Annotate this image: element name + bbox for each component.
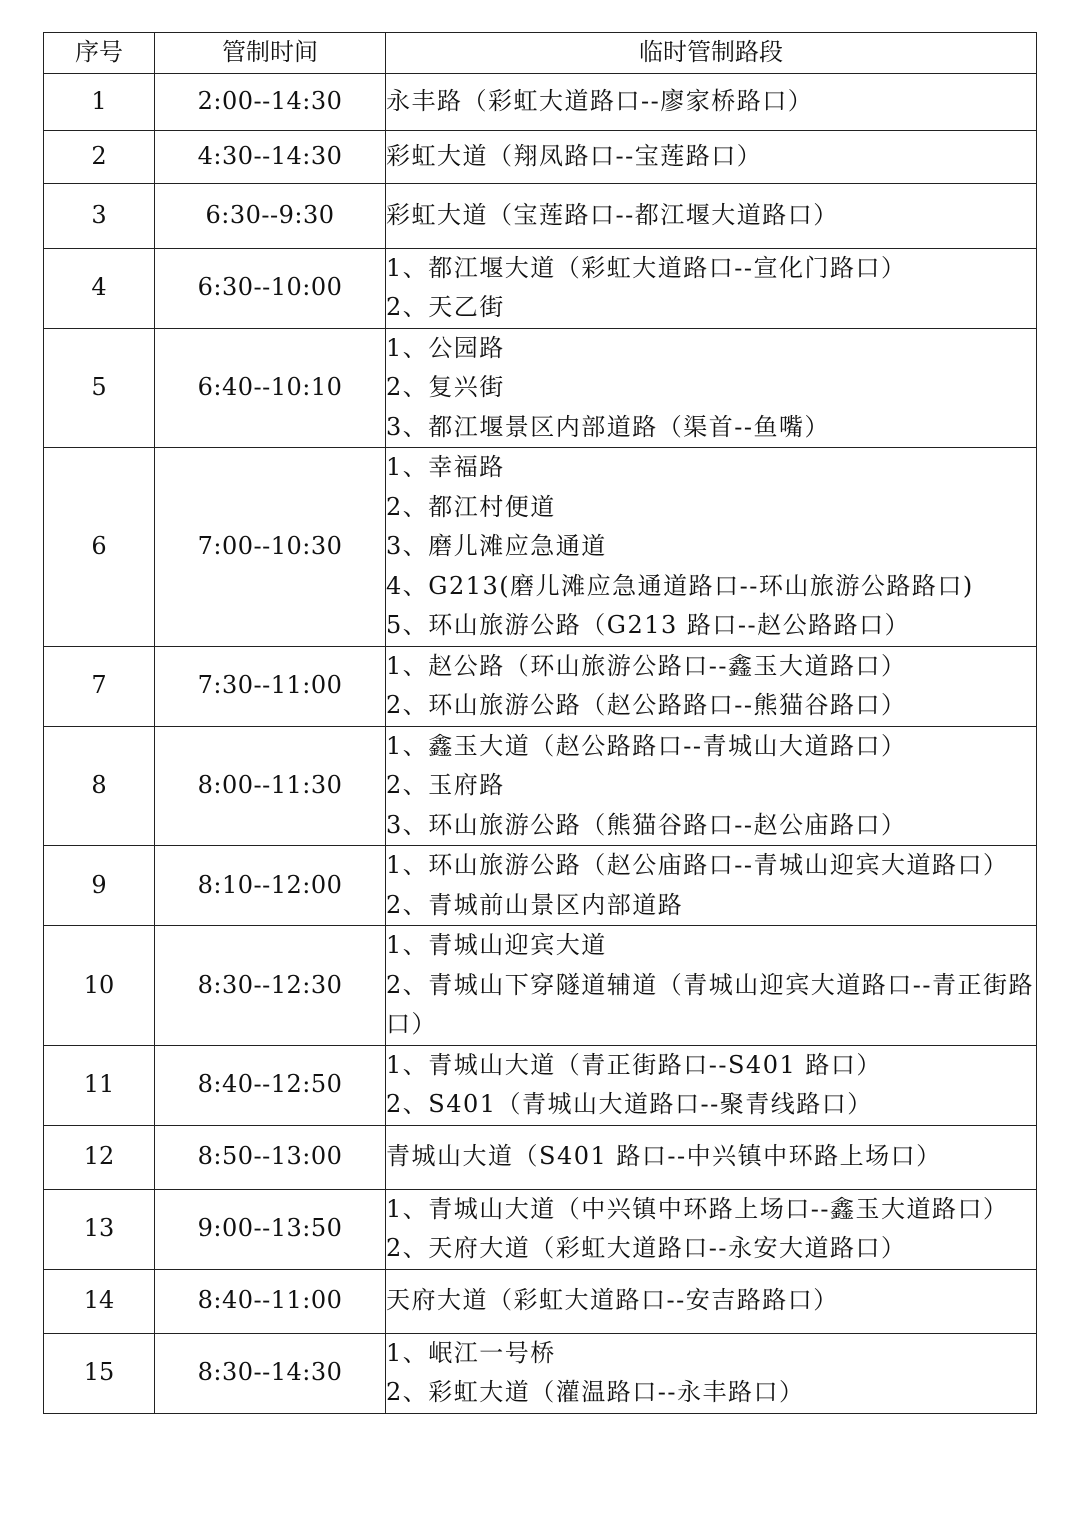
row-control-time: 7:00--10:30 [155, 448, 386, 647]
table-row [44, 73, 1037, 130]
row-control-time: 8:10--12:00 [155, 846, 386, 926]
row-control-time: 6:30--10:00 [155, 248, 386, 328]
road-section-item: 3、环山旅游公路（熊猫谷路口--赵公庙路口） [386, 810, 907, 839]
row-sequence-number: 10 [44, 926, 155, 1046]
table-row [44, 448, 1037, 647]
header-control-time: 管制时间 [155, 33, 386, 74]
row-control-time: 8:50--13:00 [155, 1125, 386, 1189]
table-row [44, 248, 1037, 328]
road-section-item: 2、彩虹大道（灌温路口--永丰路口） [386, 1378, 805, 1406]
row-road-sections [386, 73, 1037, 130]
table-row [44, 646, 1037, 726]
road-section-item: 1、青城山迎宾大道 [386, 931, 607, 959]
row-sequence-number: 5 [44, 328, 155, 448]
table-row [44, 1333, 1037, 1413]
road-section-item: 4、G213(磨儿滩应急通道路口--环山旅游公路路口) [386, 571, 974, 600]
road-section-item: 5、环山旅游公路（G213 路口--赵公路路口） [386, 611, 911, 639]
row-road-sections [386, 1125, 1037, 1189]
row-sequence-number: 9 [44, 846, 155, 926]
road-section-item: 永丰路（彩虹大道路口--廖家桥路口） [386, 86, 814, 115]
row-control-time: 8:00--11:30 [155, 726, 386, 846]
row-control-time: 8:40--12:50 [155, 1045, 386, 1125]
row-control-time: 9:00--13:50 [155, 1189, 386, 1269]
row-sequence-number: 13 [44, 1189, 155, 1269]
row-road-sections [386, 1269, 1037, 1333]
road-section-item: 2、青城山下穿隧道辅道（青城山迎宾大道路口--青正街路口） [386, 970, 1034, 1038]
row-road-sections [386, 183, 1037, 248]
road-section-item: 彩虹大道（宝莲路口--都江堰大道路口） [386, 200, 839, 229]
row-sequence-number: 7 [44, 646, 155, 726]
table-row [44, 1189, 1037, 1269]
table-row [44, 328, 1037, 448]
road-section-item: 1、幸福路 [386, 453, 505, 481]
road-section-item: 2、玉府路 [386, 771, 505, 799]
row-sequence-number: 15 [44, 1333, 155, 1413]
road-section-item: 1、青城山大道（中兴镇中环路上场口--鑫玉大道路口） [386, 1194, 1009, 1223]
table-body [44, 73, 1037, 1413]
road-section-item: 1、环山旅游公路（赵公庙路口--青城山迎宾大道路口） [386, 851, 1009, 879]
row-road-sections [386, 846, 1037, 926]
road-section-item: 2、青城前山景区内部道路 [386, 890, 684, 919]
table-row [44, 846, 1037, 926]
road-section-item: 2、天府大道（彩虹大道路口--永安大道路口） [386, 1234, 907, 1262]
row-sequence-number: 4 [44, 248, 155, 328]
row-sequence-number: 6 [44, 448, 155, 647]
row-control-time: 7:30--11:00 [155, 646, 386, 726]
row-road-sections [386, 1333, 1037, 1413]
row-control-time: 8:40--11:00 [155, 1269, 386, 1333]
row-road-sections [386, 646, 1037, 726]
road-section-item: 1、赵公路（环山旅游公路口--鑫玉大道路口） [386, 651, 907, 680]
row-sequence-number: 11 [44, 1045, 155, 1125]
row-sequence-number: 12 [44, 1125, 155, 1189]
table-row [44, 926, 1037, 1046]
row-road-sections [386, 1189, 1037, 1269]
row-sequence-number: 2 [44, 130, 155, 183]
road-section-item: 天府大道（彩虹大道路口--安吉路路口） [386, 1286, 839, 1315]
row-road-sections [386, 448, 1037, 647]
road-section-item: 彩虹大道（翔凤路口--宝莲路口） [386, 141, 763, 170]
table-row [44, 1125, 1037, 1189]
table-header-row [44, 33, 1037, 74]
road-section-item: 1、公园路 [386, 333, 505, 362]
header-road-section: 临时管制路段 [386, 33, 1037, 74]
row-control-time: 4:30--14:30 [155, 130, 386, 183]
road-section-item: 1、鑫玉大道（赵公路路口--青城山大道路口） [386, 731, 907, 760]
row-road-sections [386, 248, 1037, 328]
road-section-item: 1、青城山大道（青正街路口--S401 路口） [386, 1050, 882, 1079]
road-section-item: 2、S401（青城山大道路口--聚青线路口） [386, 1090, 873, 1118]
table-row [44, 726, 1037, 846]
traffic-control-table [43, 32, 1037, 1414]
row-control-time: 6:30--9:30 [155, 183, 386, 248]
row-control-time: 8:30--12:30 [155, 926, 386, 1046]
road-section-item: 1、岷江一号桥 [386, 1338, 556, 1367]
row-road-sections [386, 328, 1037, 448]
row-control-time: 2:00--14:30 [155, 73, 386, 130]
table-row [44, 183, 1037, 248]
road-section-item: 2、复兴街 [386, 373, 505, 401]
row-sequence-number: 8 [44, 726, 155, 846]
road-section-item: 2、天乙街 [386, 293, 505, 321]
table-row [44, 1045, 1037, 1125]
road-section-item: 1、都江堰大道（彩虹大道路口--宣化门路口） [386, 253, 907, 282]
row-sequence-number: 1 [44, 73, 155, 130]
table-row [44, 130, 1037, 183]
table-row [44, 1269, 1037, 1333]
row-control-time: 6:40--10:10 [155, 328, 386, 448]
row-sequence-number: 3 [44, 183, 155, 248]
header-sequence: 序号 [44, 33, 155, 74]
row-road-sections [386, 130, 1037, 183]
row-road-sections [386, 926, 1037, 1046]
row-control-time: 8:30--14:30 [155, 1333, 386, 1413]
road-section-item: 3、都江堰景区内部道路（渠首--鱼嘴） [386, 412, 830, 441]
road-section-item: 3、磨儿滩应急通道 [386, 532, 607, 560]
road-section-item: 2、环山旅游公路（赵公路路口--熊猫谷路口） [386, 691, 907, 719]
row-road-sections [386, 1045, 1037, 1125]
road-section-item: 青城山大道（S401 路口--中兴镇中环路上场口） [386, 1142, 942, 1171]
road-section-item: 2、都江村便道 [386, 492, 556, 521]
row-sequence-number: 14 [44, 1269, 155, 1333]
row-road-sections [386, 726, 1037, 846]
